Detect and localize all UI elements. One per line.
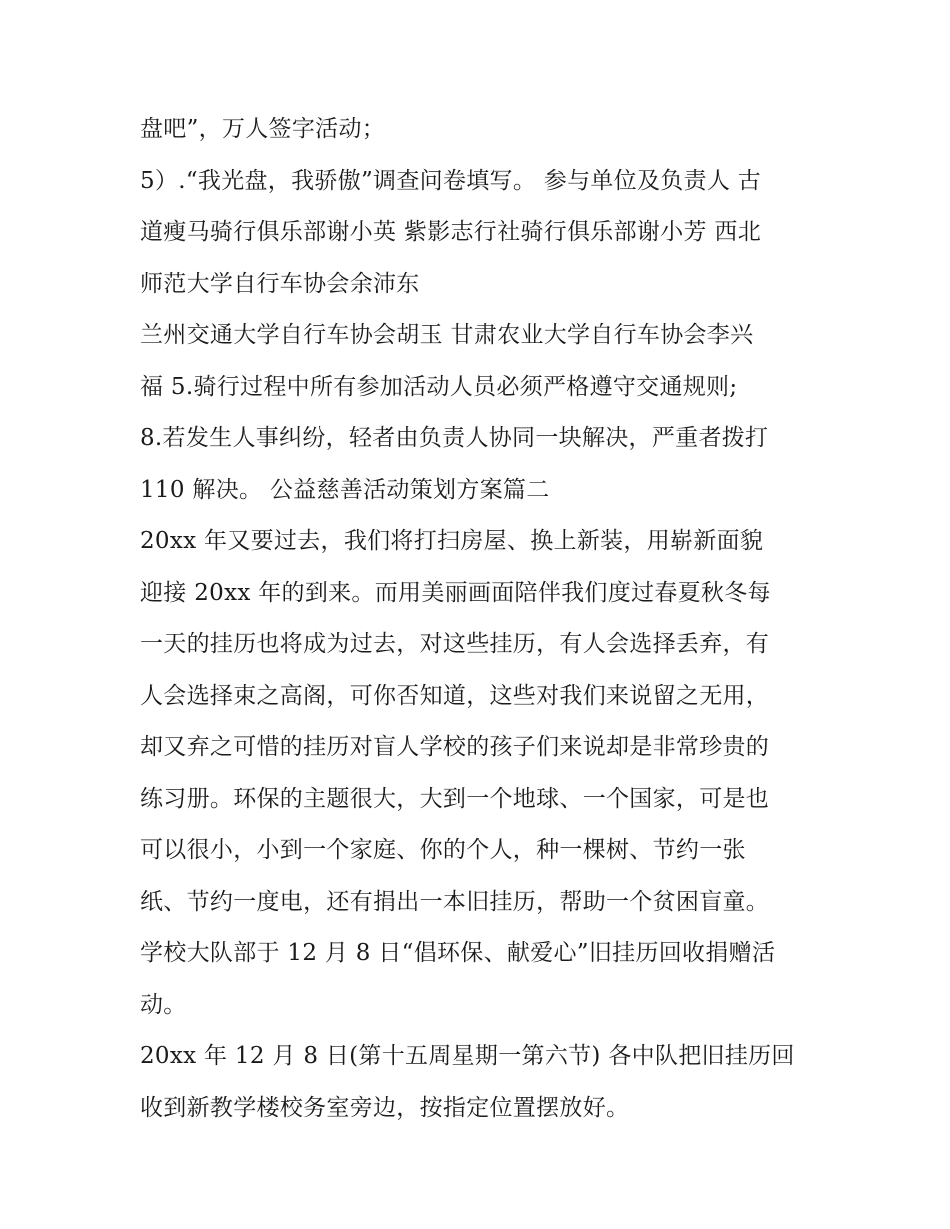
text-line: 20xx 年又要过去，我们将打扫房屋、换上新装，用崭新面貌 bbox=[140, 528, 764, 554]
text-line: 收到新教学楼校务室旁边，按指定位置摆放好。 bbox=[140, 1094, 630, 1121]
text-line: 练习册。环保的主题很大，大到一个地球、一个国家，可是也 bbox=[140, 785, 770, 812]
text-line: 一天的挂历也将成为过去，对这些挂历，有人会选择丢弃，有 bbox=[140, 631, 770, 657]
body-text bbox=[140, 104, 820, 1134]
text-line: 可以很小，小到一个家庭、你的个人，种一棵树、节约一张 bbox=[140, 837, 746, 863]
text-line: 兰州交通大学自行车协会胡玉 甘肃农业大学自行车协会李兴 bbox=[140, 322, 754, 348]
text-line: 迎接 20xx 年的到来。而用美丽画面陪伴我们度过春夏秋冬每 bbox=[140, 579, 771, 606]
text-line: 110 解决。 公益慈善活动策划方案篇二 bbox=[140, 476, 550, 503]
text-line: 人会选择束之高阁，可你否知道，这些对我们来说留之无用， bbox=[140, 682, 770, 709]
text-line: 8.若发生人事纠纷，轻者由负责人协同一块解决，严重者拨打 bbox=[140, 425, 769, 451]
text-line: 纸、节约一度电，还有捐出一本旧挂历，帮助一个贫困盲童。 bbox=[140, 888, 770, 915]
text-line: 福 5.骑行过程中所有参加活动人员必须严格遵守交通规则; bbox=[140, 373, 738, 400]
text-line: 盘吧”，万人签字活动； bbox=[140, 116, 386, 142]
text-line: 师范大学自行车协会余沛东 bbox=[140, 270, 420, 297]
text-line: 却又弃之可惜的挂历对盲人学校的孩子们来说却是非常珍贵的 bbox=[140, 734, 770, 760]
text-line: 动。 bbox=[140, 991, 187, 1018]
text-line: 道瘦马骑行俱乐部谢小英 紫影志行社骑行俱乐部谢小芳 西北 bbox=[140, 219, 762, 245]
text-line: 20xx 年 12 月 8 日(第十五周星期一第六节) 各中队把旧挂历回 bbox=[140, 1043, 795, 1069]
text-line: 学校大队部于 12 月 8 日“倡环保、献爱心”旧挂历回收捐赠活 bbox=[140, 940, 776, 966]
text-line: 5）.“我光盘，我骄傲”调查问卷填写。 参与单位及负责人 古 bbox=[140, 167, 762, 194]
